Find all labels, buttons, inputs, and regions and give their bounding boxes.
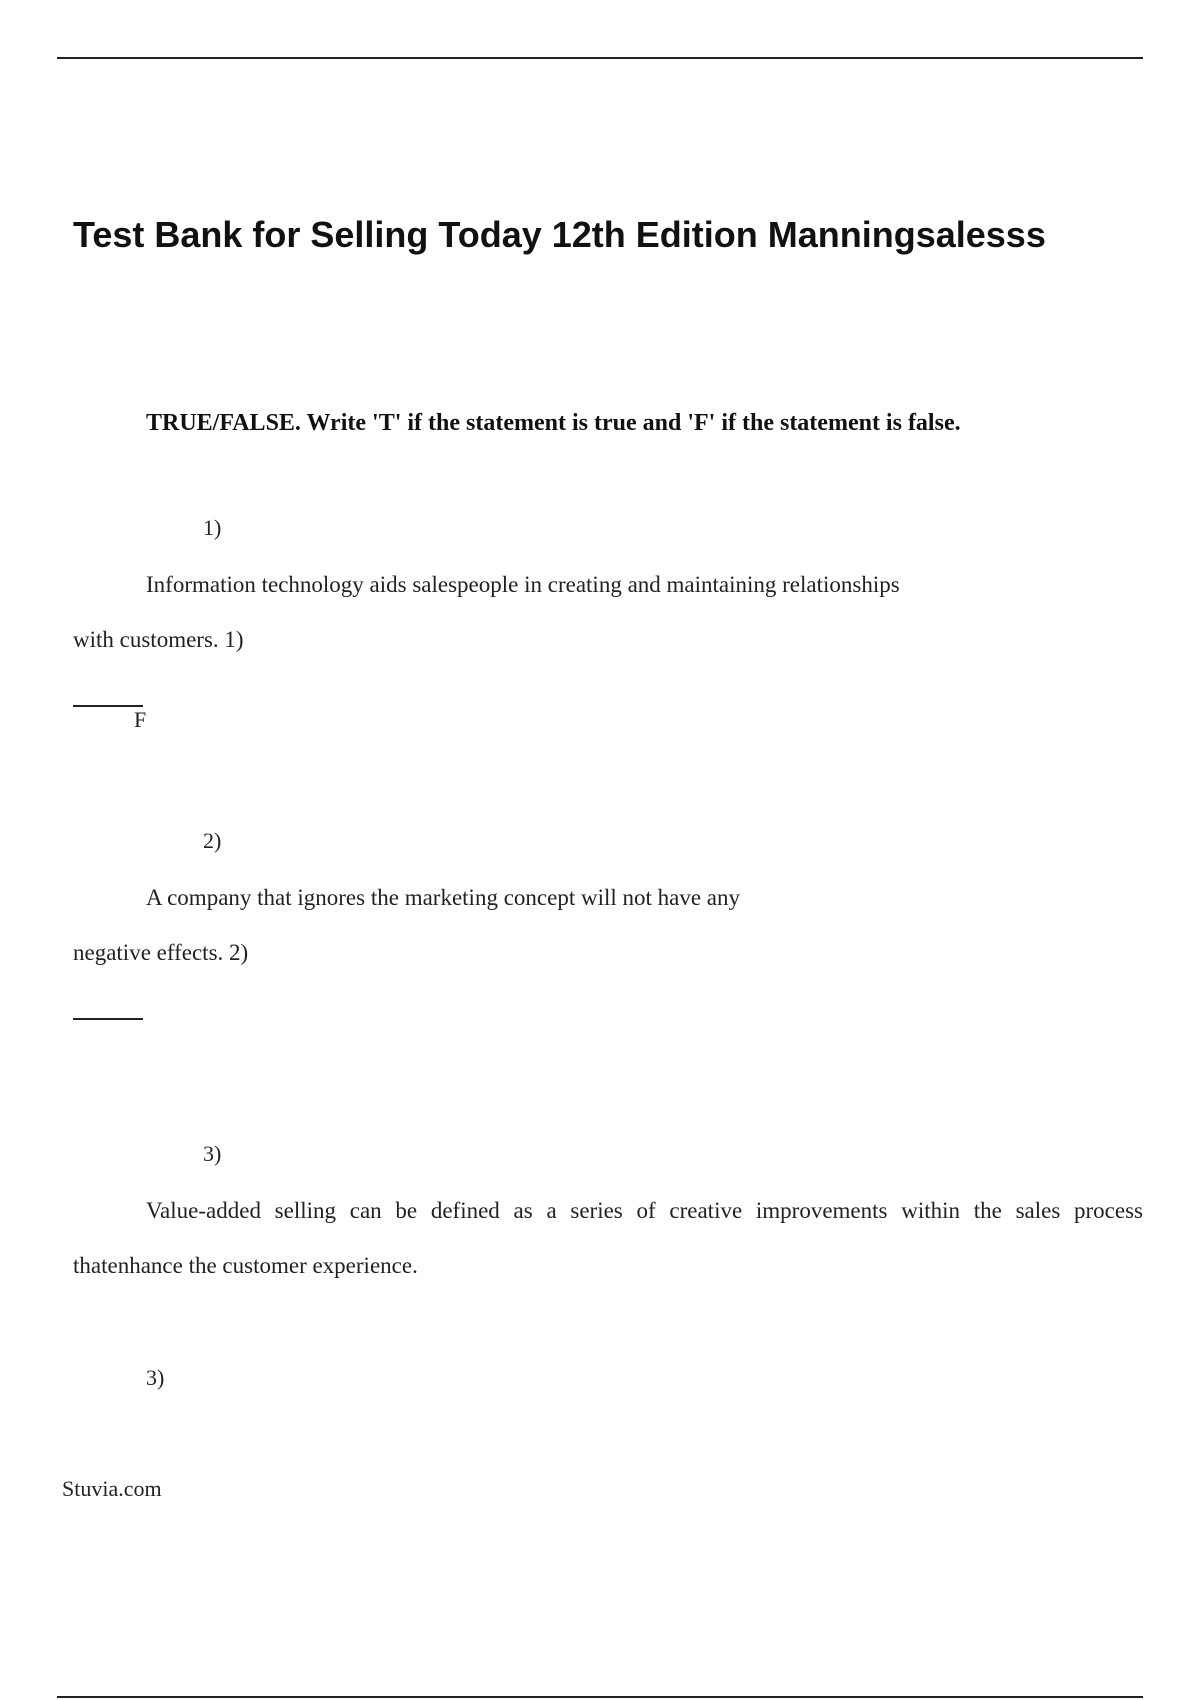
question-2-line-2: negative effects. 2) bbox=[73, 940, 249, 965]
bottom-rule bbox=[57, 1696, 1143, 1698]
document-title: Test Bank for Selling Today 12th Edition Manningsalesss bbox=[73, 214, 1046, 255]
instructions: TRUE/FALSE. Write 'T' if the statement is true and 'F' if the statement is false. bbox=[146, 410, 961, 436]
question-3-trailing-number: 3) bbox=[146, 1365, 165, 1390]
question-1-line-2: with customers. 1) bbox=[73, 627, 244, 652]
question-2-number: 2) bbox=[203, 828, 222, 853]
question-3-text: Value-added selling can be defined as a series of creative improvements within the sales process thatenhance the customer experience. bbox=[73, 1198, 1143, 1278]
question-1-number: 1) bbox=[203, 515, 222, 540]
answer-blank-2 bbox=[73, 1018, 143, 1020]
question-2-text bbox=[73, 870, 1133, 980]
question-1-text bbox=[73, 557, 1133, 667]
question-2-line-1: A company that ignores the marketing concept will not have any bbox=[146, 885, 741, 910]
top-rule bbox=[57, 57, 1143, 59]
footer-source: Stuvia.com bbox=[62, 1476, 162, 1501]
question-1-line-1: Information technology aids salespeople in creating and maintaining relationships bbox=[146, 572, 900, 597]
answer-blank-1 bbox=[73, 705, 143, 707]
answer-1: F bbox=[134, 707, 147, 732]
question-3-number: 3) bbox=[203, 1141, 222, 1166]
